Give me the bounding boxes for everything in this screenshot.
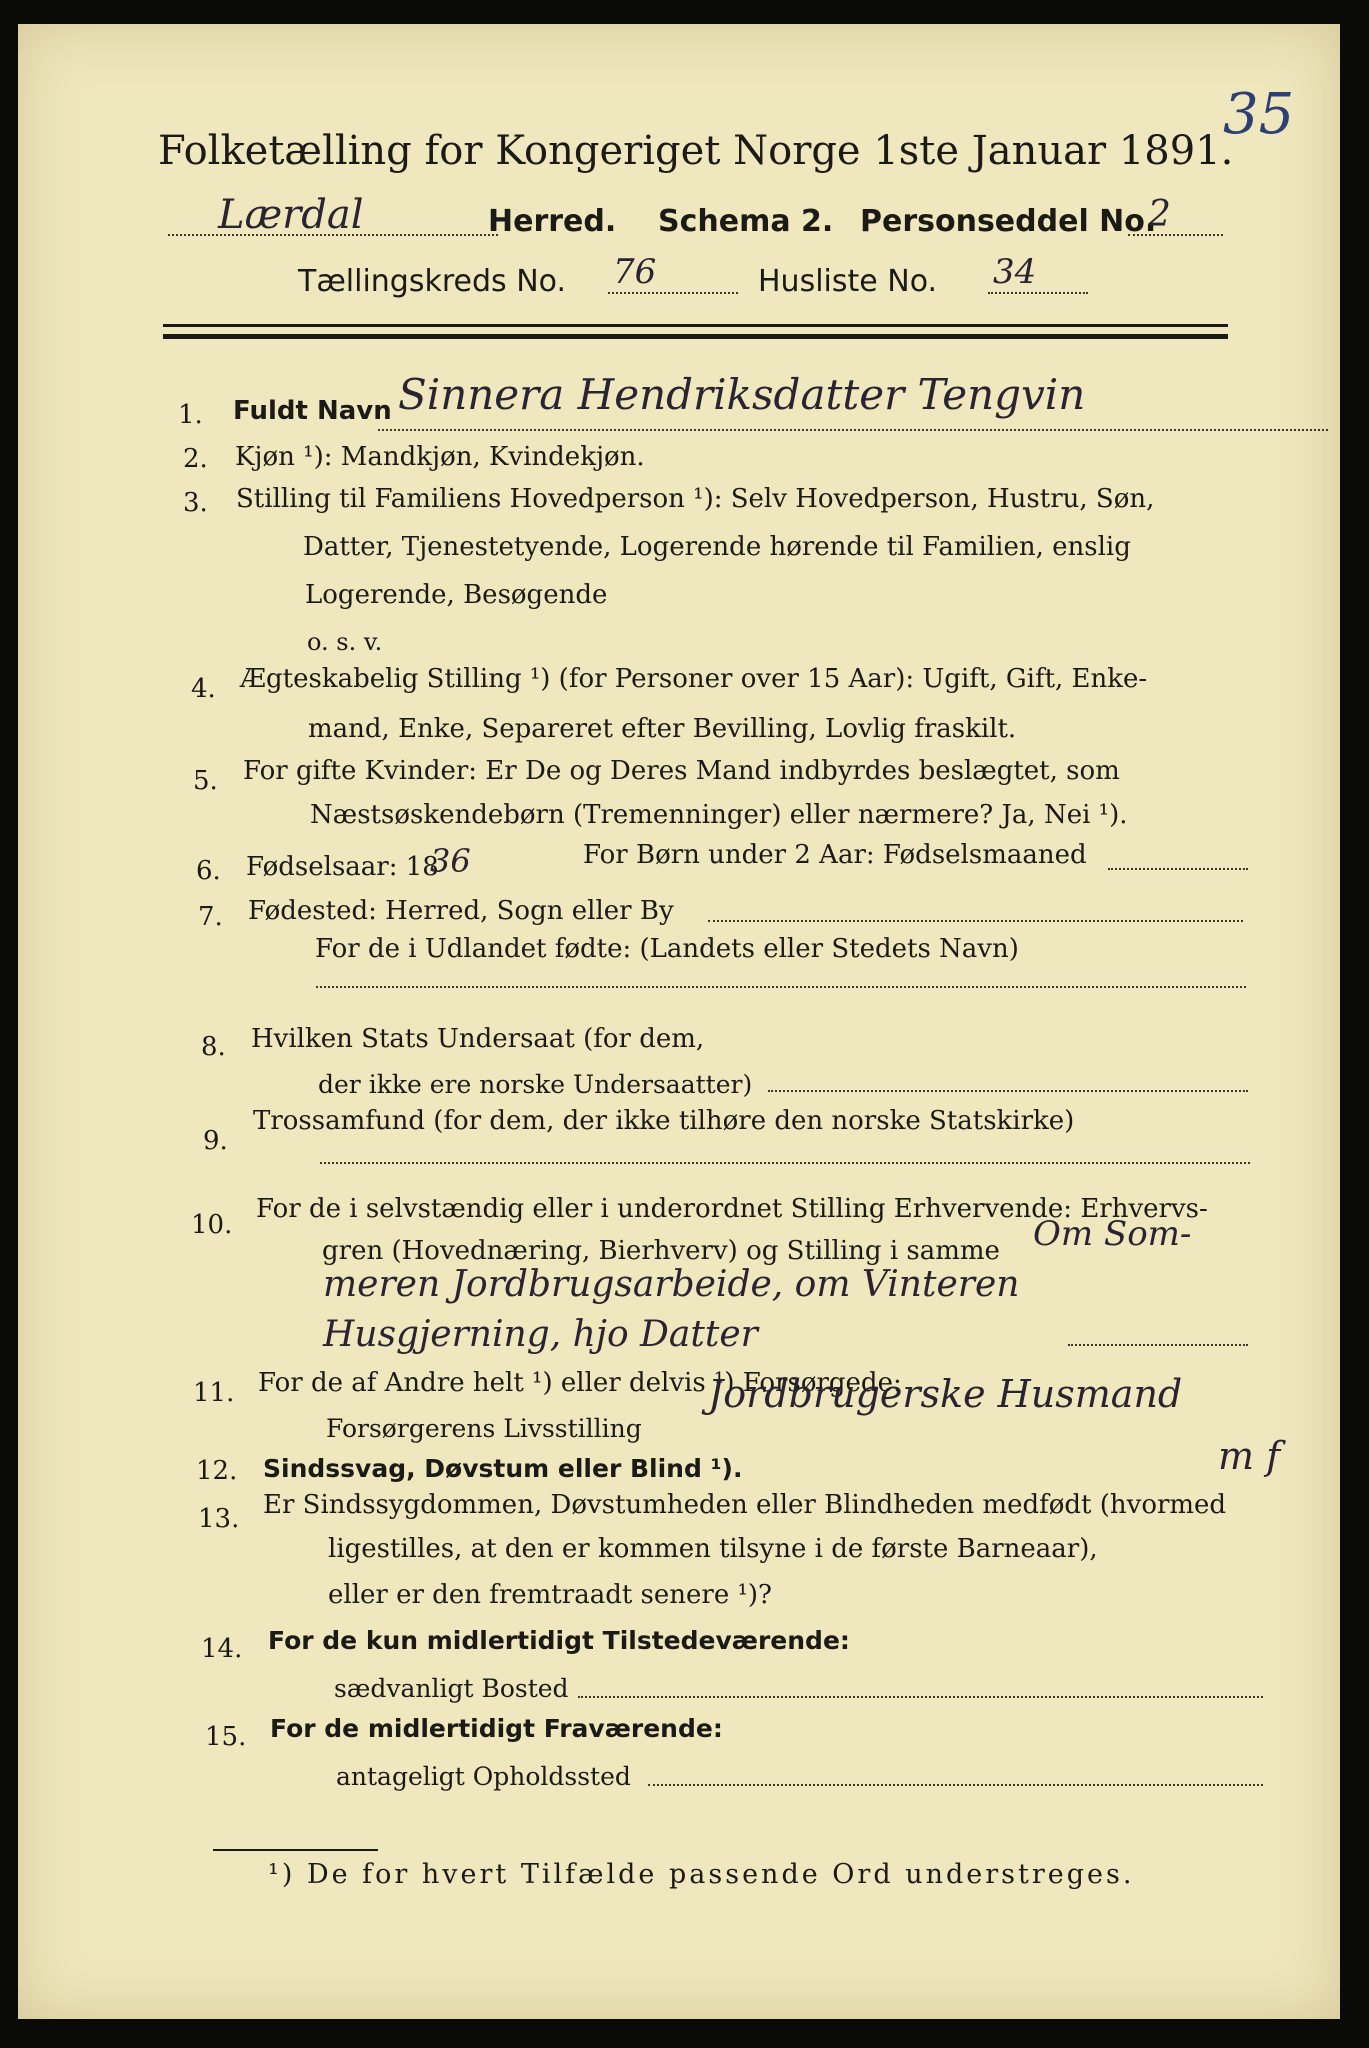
item-6-label: Fødselsaar: 18 — [246, 852, 439, 882]
item-3-line4: o. s. v. — [307, 628, 383, 656]
census-form-page — [18, 24, 1340, 2019]
item-6-year-value: 36 — [430, 842, 471, 880]
item-15-line2: antageligt Opholdssted — [336, 1762, 631, 1791]
item-15-number: 15. — [205, 1722, 247, 1752]
item-8-line2: der ikke ere norske Undersaatter) — [318, 1070, 753, 1099]
item-10-value-line1: Om Som- — [1033, 1214, 1192, 1254]
footnote-rule — [213, 1849, 378, 1851]
item-4-label: Ægteskabelig Stilling ¹) (for Personer over 15 Aar): Ugift, Gift, Enke- — [240, 664, 1148, 694]
herred-value: Lærdal — [218, 192, 364, 238]
item-13-label: Er Sindssygdommen, Døvstumheden eller Blindheden medfødt (hvormed — [263, 1490, 1227, 1520]
item-12-value: m f — [1218, 1434, 1281, 1478]
item-4-line2: mand, Enke, Separeret efter Bevilling, Lovlig fraskilt. — [308, 714, 1017, 744]
item-5-line2: Næstsøskendebørn (Tremenninger) eller nærmere? Ja, Nei ¹). — [310, 800, 1128, 830]
item-11-number: 11. — [193, 1378, 235, 1408]
item-7-number: 7. — [198, 902, 223, 932]
personseddel-label: Personseddel No. — [860, 204, 1157, 239]
item-12-label: Sindssvag, Døvstum eller Blind ¹). — [263, 1454, 743, 1483]
item-1-label: Fuldt Navn — [233, 396, 392, 426]
item-6-label2: For Børn under 2 Aar: Fødselsmaaned — [583, 840, 1087, 870]
item-10-label: For de i selvstændig eller i underordnet Stilling Erhvervende: Erhvervs- — [256, 1194, 1208, 1224]
item-3-label: Stilling til Familiens Hovedperson ¹): Selv Hovedperson, Hustru, Søn, — [236, 484, 1155, 514]
husliste-label: Husliste No. — [758, 264, 938, 299]
item-11-value: Jordbrugerske Husmand — [708, 1372, 1183, 1416]
item-10-value-line3: Husgjerning, hjo Datter — [323, 1314, 758, 1355]
herred-label: Herred. — [488, 204, 617, 239]
item-1-number: 1. — [178, 400, 203, 430]
item-9-label: Trossamfund (for dem, der ikke tilhøre den norske Statskirke) — [253, 1106, 1075, 1136]
item-14-label: For de kun midlertidigt Tilstedeværende: — [268, 1626, 850, 1655]
item-12-number: 12. — [196, 1456, 238, 1486]
item-5-number: 5. — [193, 766, 218, 796]
item-11-line2: Forsørgerens Livsstilling — [326, 1414, 642, 1443]
footnote-text: ¹) De for hvert Tilfælde passende Ord understreges. — [268, 1859, 1135, 1890]
item-5-label: For gifte Kvinder: Er De og Deres Mand indbyrdes beslægtet, som — [243, 756, 1120, 786]
item-7-label: Fødested: Herred, Sogn eller By — [248, 896, 674, 926]
item-8-label: Hvilken Stats Undersaat (for dem, — [251, 1024, 705, 1054]
item-11-label: For de af Andre helt ¹) eller delvis ¹) Forsørgede: — [258, 1368, 902, 1398]
header-rule-thick — [163, 334, 1228, 339]
item-9-number: 9. — [203, 1126, 228, 1156]
page-number-handwritten: 35 — [1223, 82, 1295, 147]
item-10-number: 10. — [191, 1210, 233, 1240]
item-2-label: Kjøn ¹): Mandkjøn, Kvindekjøn. — [235, 442, 645, 472]
header-rule-thin — [163, 324, 1228, 327]
item-2-number: 2. — [183, 444, 208, 474]
item-7-line2: For de i Udlandet fødte: (Landets eller Stedets Navn) — [315, 934, 1019, 964]
item-3-number: 3. — [183, 488, 208, 518]
item-4-number: 4. — [191, 674, 216, 704]
item-15-label: For de midlertidigt Fraværende: — [270, 1714, 723, 1743]
item-6-number: 6. — [196, 856, 221, 886]
personseddel-number: 2 — [1148, 194, 1171, 235]
item-14-number: 14. — [201, 1634, 243, 1664]
item-8-number: 8. — [201, 1032, 226, 1062]
taellingskreds-number: 76 — [613, 252, 657, 292]
item-13-line2: ligestilles, at den er kommen tilsyne i de første Barneaar), — [328, 1534, 1098, 1564]
item-3-line3: Logerende, Besøgende — [305, 580, 608, 610]
schema-label: Schema 2. — [658, 204, 834, 239]
item-13-line3: eller er den fremtraadt senere ¹)? — [328, 1580, 772, 1610]
item-10-value-line2: meren Jordbrugsarbeide, om Vinteren — [323, 1264, 1020, 1305]
item-13-number: 13. — [198, 1504, 240, 1534]
item-10-line2: gren (Hovednæring, Bierhverv) og Stilling i samme — [322, 1236, 1000, 1266]
form-title: Folketælling for Kongeriget Norge 1ste Januar 1891. — [158, 128, 1234, 174]
taellingskreds-label: Tællingskreds No. — [298, 264, 566, 299]
item-3-line2: Datter, Tjenestetyende, Logerende hørende til Familien, enslig — [303, 532, 1131, 562]
item-1-value-name: Sinnera Hendriksdatter Tengvin — [398, 370, 1086, 419]
item-14-line2: sædvanligt Bosted — [334, 1674, 569, 1703]
husliste-number: 34 — [993, 252, 1037, 292]
